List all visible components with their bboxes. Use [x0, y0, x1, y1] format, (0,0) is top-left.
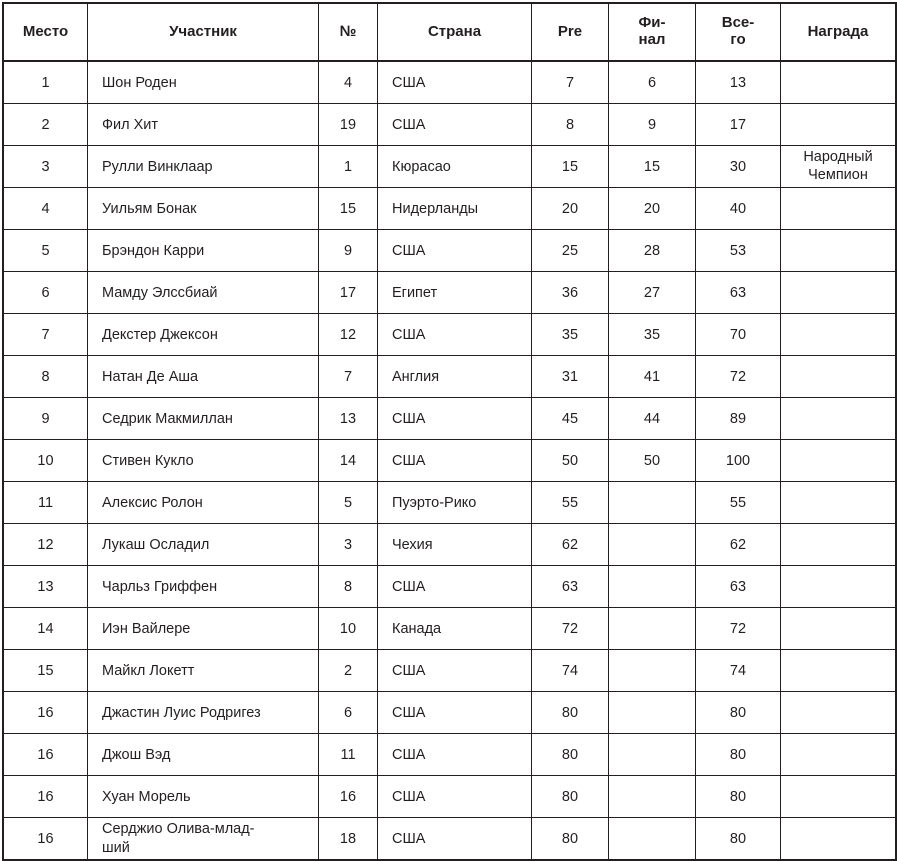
- cell-final: [609, 818, 696, 861]
- table-row: [3, 818, 896, 861]
- cell-place: 16: [3, 818, 88, 861]
- cell-total: 72: [696, 356, 781, 398]
- cell-country: США: [378, 818, 532, 861]
- cell-pre: 50: [532, 440, 609, 482]
- cell-country: Нидерланды: [378, 188, 532, 230]
- table-header: [3, 3, 896, 61]
- cell-award: [781, 272, 897, 314]
- table-row: [3, 104, 896, 146]
- cell-total: 13: [696, 61, 781, 104]
- cell-award: [781, 440, 897, 482]
- cell-total: 63: [696, 272, 781, 314]
- cell-place: 7: [3, 314, 88, 356]
- cell-award: [781, 566, 897, 608]
- header-place: Место: [3, 3, 88, 61]
- cell-name: Хуан Морель: [88, 776, 319, 818]
- cell-total: 70: [696, 314, 781, 356]
- cell-country: США: [378, 398, 532, 440]
- cell-award: [781, 314, 897, 356]
- table-row: [3, 188, 896, 230]
- cell-pre: 36: [532, 272, 609, 314]
- cell-number: 7: [319, 356, 378, 398]
- cell-pre: 8: [532, 104, 609, 146]
- cell-award: [781, 61, 897, 104]
- cell-number: 6: [319, 692, 378, 734]
- cell-name: Джастин Луис Родригез: [88, 692, 319, 734]
- cell-pre: 74: [532, 650, 609, 692]
- cell-award: [781, 776, 897, 818]
- cell-award: [781, 734, 897, 776]
- cell-country: Египет: [378, 272, 532, 314]
- cell-place: 13: [3, 566, 88, 608]
- cell-pre: 80: [532, 776, 609, 818]
- cell-name: Рулли Винклаар: [88, 146, 319, 188]
- cell-total: 17: [696, 104, 781, 146]
- cell-country: Канада: [378, 608, 532, 650]
- cell-total: 100: [696, 440, 781, 482]
- cell-number: 10: [319, 608, 378, 650]
- cell-place: 16: [3, 776, 88, 818]
- cell-country: США: [378, 440, 532, 482]
- table-row: [3, 734, 896, 776]
- cell-number: 9: [319, 230, 378, 272]
- header-final: [609, 3, 696, 61]
- cell-number: 14: [319, 440, 378, 482]
- table-row: [3, 776, 896, 818]
- results-table: [2, 2, 897, 861]
- cell-pre: 55: [532, 482, 609, 524]
- table-body: [3, 61, 896, 860]
- cell-name: Джош Вэд: [88, 734, 319, 776]
- cell-name: Брэндон Карри: [88, 230, 319, 272]
- cell-place: 16: [3, 734, 88, 776]
- cell-pre: 80: [532, 692, 609, 734]
- cell-name: Седрик Макмиллан: [88, 398, 319, 440]
- header-final-line1: Фи-: [638, 14, 666, 32]
- cell-total: 89: [696, 398, 781, 440]
- cell-place: 2: [3, 104, 88, 146]
- cell-award: [781, 482, 897, 524]
- cell-final: [609, 566, 696, 608]
- header-total-line2: го: [730, 31, 746, 48]
- cell-total: 80: [696, 734, 781, 776]
- cell-total: 80: [696, 692, 781, 734]
- cell-total: 72: [696, 608, 781, 650]
- cell-pre: 7: [532, 61, 609, 104]
- cell-pre: 45: [532, 398, 609, 440]
- cell-final: 35: [609, 314, 696, 356]
- header-award: Награда: [781, 3, 897, 61]
- cell-pre: 20: [532, 188, 609, 230]
- table-row: [3, 566, 896, 608]
- cell-total: 63: [696, 566, 781, 608]
- cell-pre: 31: [532, 356, 609, 398]
- cell-total: 30: [696, 146, 781, 188]
- cell-number: 2: [319, 650, 378, 692]
- table-row: [3, 440, 896, 482]
- cell-number: 5: [319, 482, 378, 524]
- table-row: [3, 61, 896, 104]
- cell-final: [609, 776, 696, 818]
- cell-total: 80: [696, 818, 781, 861]
- cell-place: 4: [3, 188, 88, 230]
- cell-final: [609, 734, 696, 776]
- cell-place: 16: [3, 692, 88, 734]
- cell-name: Мамду Элссбиай: [88, 272, 319, 314]
- cell-total: 55: [696, 482, 781, 524]
- cell-total: 53: [696, 230, 781, 272]
- header-pre: Pre: [532, 3, 609, 61]
- cell-number: 8: [319, 566, 378, 608]
- cell-country: США: [378, 734, 532, 776]
- cell-country: США: [378, 566, 532, 608]
- table-row: [3, 398, 896, 440]
- cell-final: [609, 524, 696, 566]
- cell-place: 8: [3, 356, 88, 398]
- cell-final: 41: [609, 356, 696, 398]
- header-total: [696, 3, 781, 61]
- cell-country: США: [378, 314, 532, 356]
- cell-number: 3: [319, 524, 378, 566]
- cell-award: [781, 608, 897, 650]
- cell-name: Чарльз Гриффен: [88, 566, 319, 608]
- cell-pre: 25: [532, 230, 609, 272]
- cell-pre: 72: [532, 608, 609, 650]
- cell-final: 20: [609, 188, 696, 230]
- table-row: [3, 524, 896, 566]
- cell-name: Уильям Бонак: [88, 188, 319, 230]
- cell-name: Шон Роден: [88, 61, 319, 104]
- table-row: [3, 314, 896, 356]
- cell-name: Декстер Джексон: [88, 314, 319, 356]
- cell-award: [781, 818, 897, 861]
- table-row: [3, 272, 896, 314]
- cell-name: Иэн Вайлере: [88, 608, 319, 650]
- cell-place: 1: [3, 61, 88, 104]
- cell-award: [781, 188, 897, 230]
- cell-name: Алексис Ролон: [88, 482, 319, 524]
- cell-number: 12: [319, 314, 378, 356]
- cell-name: Лукаш Осладил: [88, 524, 319, 566]
- cell-award: [781, 398, 897, 440]
- cell-final: [609, 650, 696, 692]
- cell-place: 15: [3, 650, 88, 692]
- cell-pre: 80: [532, 734, 609, 776]
- cell-country: Пуэрто-Рико: [378, 482, 532, 524]
- cell-award: [781, 692, 897, 734]
- cell-total: 62: [696, 524, 781, 566]
- cell-place: 5: [3, 230, 88, 272]
- cell-final: 15: [609, 146, 696, 188]
- table-row: [3, 146, 896, 188]
- table-row: [3, 230, 896, 272]
- cell-number: 19: [319, 104, 378, 146]
- cell-number: 18: [319, 818, 378, 861]
- cell-number: 1: [319, 146, 378, 188]
- cell-total: 74: [696, 650, 781, 692]
- cell-country: Чехия: [378, 524, 532, 566]
- header-name: Участник: [88, 3, 319, 61]
- cell-total: 80: [696, 776, 781, 818]
- cell-country: Кюрасао: [378, 146, 532, 188]
- cell-place: 3: [3, 146, 88, 188]
- cell-final: [609, 692, 696, 734]
- cell-number: 11: [319, 734, 378, 776]
- cell-name: Майкл Локетт: [88, 650, 319, 692]
- cell-award: [781, 356, 897, 398]
- cell-pre: 35: [532, 314, 609, 356]
- header-final-line2: нал: [638, 31, 666, 48]
- cell-place: 9: [3, 398, 88, 440]
- cell-number: 4: [319, 61, 378, 104]
- cell-pre: 63: [532, 566, 609, 608]
- cell-country: Англия: [378, 356, 532, 398]
- cell-country: США: [378, 230, 532, 272]
- cell-final: 6: [609, 61, 696, 104]
- cell-place: 14: [3, 608, 88, 650]
- cell-country: США: [378, 776, 532, 818]
- cell-final: 9: [609, 104, 696, 146]
- cell-number: 15: [319, 188, 378, 230]
- cell-place: 11: [3, 482, 88, 524]
- cell-place: 10: [3, 440, 88, 482]
- header-total-line1: Все-: [721, 14, 755, 32]
- cell-pre: 80: [532, 818, 609, 861]
- header-number: №: [319, 3, 378, 61]
- cell-number: 16: [319, 776, 378, 818]
- cell-country: США: [378, 61, 532, 104]
- table-row: [3, 692, 896, 734]
- cell-number: 13: [319, 398, 378, 440]
- table-row: [3, 608, 896, 650]
- cell-name: Фил Хит: [88, 104, 319, 146]
- cell-award: [781, 650, 897, 692]
- cell-name: Натан Де Аша: [88, 356, 319, 398]
- cell-total: 40: [696, 188, 781, 230]
- cell-final: [609, 482, 696, 524]
- header-row: [3, 3, 896, 61]
- header-country: Страна: [378, 3, 532, 61]
- cell-name: Стивен Кукло: [88, 440, 319, 482]
- table-row: [3, 650, 896, 692]
- cell-number: 17: [319, 272, 378, 314]
- cell-award: Народный Чемпион: [781, 146, 897, 188]
- cell-final: 28: [609, 230, 696, 272]
- cell-final: 44: [609, 398, 696, 440]
- cell-pre: 62: [532, 524, 609, 566]
- table-row: [3, 356, 896, 398]
- cell-country: США: [378, 650, 532, 692]
- cell-award: [781, 104, 897, 146]
- cell-pre: 15: [532, 146, 609, 188]
- cell-name: Серджио Олива-млад- ший: [88, 818, 319, 861]
- cell-award: [781, 524, 897, 566]
- cell-final: 27: [609, 272, 696, 314]
- cell-final: [609, 608, 696, 650]
- cell-country: США: [378, 692, 532, 734]
- cell-award: [781, 230, 897, 272]
- cell-country: США: [378, 104, 532, 146]
- cell-place: 12: [3, 524, 88, 566]
- cell-place: 6: [3, 272, 88, 314]
- table-row: [3, 482, 896, 524]
- cell-final: 50: [609, 440, 696, 482]
